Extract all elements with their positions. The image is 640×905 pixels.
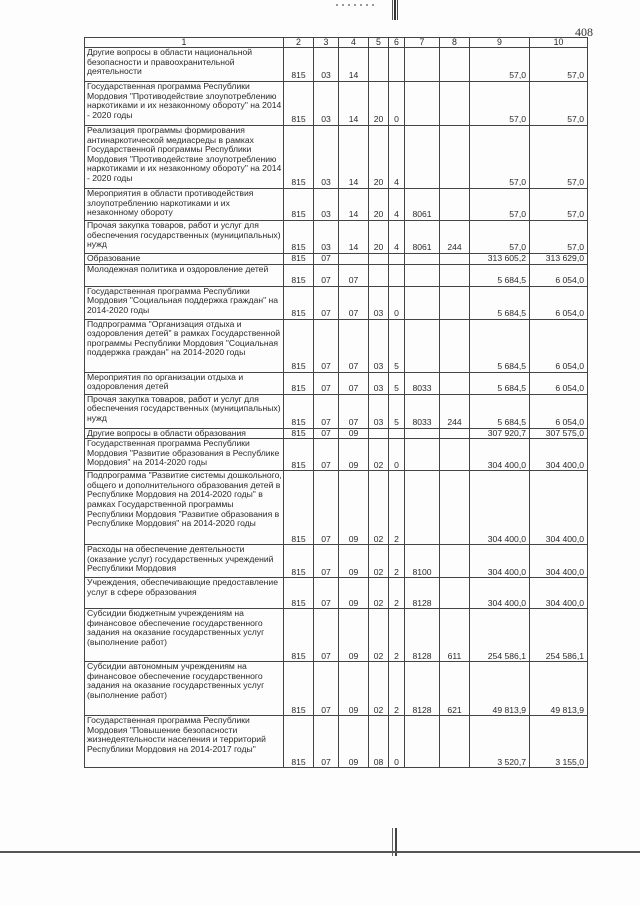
target-code bbox=[405, 264, 440, 286]
amount-year-2: 57,0 bbox=[530, 189, 588, 221]
col-header-3: 3 bbox=[314, 38, 339, 48]
section-code: 07 bbox=[314, 609, 339, 662]
scan-artifact-line bbox=[0, 851, 640, 853]
expense-type-code bbox=[440, 545, 470, 578]
program-code bbox=[369, 48, 389, 82]
subsection-code: 09 bbox=[339, 716, 369, 768]
amount-year-1: 5 684,5 bbox=[470, 372, 530, 394]
table-row bbox=[85, 439, 588, 471]
row-name: Учреждения, обеспечивающие предоставление услуг в сфере образования bbox=[85, 578, 284, 609]
table-row bbox=[85, 394, 588, 428]
expense-type-code bbox=[440, 716, 470, 768]
row-name: Реализация программы формирования антинаркотической медиасреды в рамках Государственной программы Республики Мордовия "Противодействие злоупотреблению наркотиками и их незаконному обороту" на 2014 - 2020 годы bbox=[85, 126, 284, 189]
subprogram-code bbox=[389, 48, 405, 82]
amount-year-2: 6 054,0 bbox=[530, 286, 588, 319]
section-code: 07 bbox=[314, 264, 339, 286]
col-header-9: 9 bbox=[470, 38, 530, 48]
ved-code: 815 bbox=[284, 394, 314, 428]
target-code bbox=[405, 254, 440, 265]
program-code: 03 bbox=[369, 286, 389, 319]
target-code: 8128 bbox=[405, 578, 440, 609]
col-header-5: 5 bbox=[369, 38, 389, 48]
subprogram-code bbox=[389, 428, 405, 439]
section-code: 03 bbox=[314, 126, 339, 189]
program-code: 20 bbox=[369, 221, 389, 254]
program-code: 03 bbox=[369, 319, 389, 372]
amount-year-2: 49 813,9 bbox=[530, 662, 588, 716]
ved-code: 815 bbox=[284, 545, 314, 578]
subprogram-code bbox=[389, 264, 405, 286]
amount-year-1: 57,0 bbox=[470, 82, 530, 126]
program-code: 03 bbox=[369, 372, 389, 394]
table-row bbox=[85, 428, 588, 439]
amount-year-1: 57,0 bbox=[470, 189, 530, 221]
subprogram-code: 0 bbox=[389, 439, 405, 471]
subsection-code: 09 bbox=[339, 471, 369, 545]
subsection-code: 09 bbox=[339, 428, 369, 439]
row-name: Образование bbox=[85, 254, 284, 265]
ved-code: 815 bbox=[284, 286, 314, 319]
amount-year-1: 304 400,0 bbox=[470, 439, 530, 471]
amount-year-1: 3 520,7 bbox=[470, 716, 530, 768]
amount-year-1: 57,0 bbox=[470, 48, 530, 82]
subprogram-code: 0 bbox=[389, 82, 405, 126]
row-name: Государственная программа Республики Мордовия "Повышение безопасности жизнедеятельности населения и территорий Республики Мордовия на 2014-2017 годы" bbox=[85, 716, 284, 768]
subprogram-code bbox=[389, 254, 405, 265]
col-header-7: 7 bbox=[405, 38, 440, 48]
target-code: 8128 bbox=[405, 609, 440, 662]
col-header-1: 1 bbox=[85, 38, 284, 48]
ved-code: 815 bbox=[284, 428, 314, 439]
target-code bbox=[405, 439, 440, 471]
table-row bbox=[85, 716, 588, 768]
amount-year-1: 304 400,0 bbox=[470, 578, 530, 609]
amount-year-1: 57,0 bbox=[470, 221, 530, 254]
table-row bbox=[85, 264, 588, 286]
amount-year-2: 304 400,0 bbox=[530, 439, 588, 471]
subprogram-code: 2 bbox=[389, 662, 405, 716]
section-code: 07 bbox=[314, 286, 339, 319]
expense-type-code bbox=[440, 428, 470, 439]
header-row bbox=[85, 38, 588, 48]
row-name: Другие вопросы в области образования bbox=[85, 428, 284, 439]
row-name: Молодежная политика и оздоровление детей bbox=[85, 264, 284, 286]
expense-type-code bbox=[440, 264, 470, 286]
amount-year-1: 5 684,5 bbox=[470, 264, 530, 286]
subsection-code: 09 bbox=[339, 545, 369, 578]
program-code: 02 bbox=[369, 578, 389, 609]
program-code: 03 bbox=[369, 394, 389, 428]
expense-type-code bbox=[440, 578, 470, 609]
amount-year-2: 57,0 bbox=[530, 221, 588, 254]
subsection-code: 09 bbox=[339, 578, 369, 609]
subsection-code: 14 bbox=[339, 48, 369, 82]
table-row bbox=[85, 126, 588, 189]
expense-type-code: 611 bbox=[440, 609, 470, 662]
table-row bbox=[85, 545, 588, 578]
target-code: 8033 bbox=[405, 372, 440, 394]
program-code: 20 bbox=[369, 126, 389, 189]
subsection-code: 07 bbox=[339, 286, 369, 319]
program-code: 20 bbox=[369, 82, 389, 126]
ved-code: 815 bbox=[284, 221, 314, 254]
ved-code: 815 bbox=[284, 372, 314, 394]
subsection-code: 07 bbox=[339, 394, 369, 428]
target-code: 8100 bbox=[405, 545, 440, 578]
section-code: 07 bbox=[314, 471, 339, 545]
expense-type-code bbox=[440, 439, 470, 471]
row-name: Мероприятия по организации отдыха и оздоровления детей bbox=[85, 372, 284, 394]
amount-year-1: 304 400,0 bbox=[470, 545, 530, 578]
amount-year-1: 254 586,1 bbox=[470, 609, 530, 662]
subsection-code: 09 bbox=[339, 609, 369, 662]
ved-code: 815 bbox=[284, 48, 314, 82]
program-code: 02 bbox=[369, 662, 389, 716]
section-code: 03 bbox=[314, 189, 339, 221]
ved-code: 815 bbox=[284, 189, 314, 221]
subsection-code: 09 bbox=[339, 439, 369, 471]
ved-code: 815 bbox=[284, 609, 314, 662]
ved-code: 815 bbox=[284, 578, 314, 609]
subprogram-code: 0 bbox=[389, 286, 405, 319]
subsection-code: 14 bbox=[339, 189, 369, 221]
amount-year-2: 57,0 bbox=[530, 126, 588, 189]
target-code: 8128 bbox=[405, 662, 440, 716]
program-code: 02 bbox=[369, 471, 389, 545]
target-code bbox=[405, 428, 440, 439]
amount-year-1: 313 605,2 bbox=[470, 254, 530, 265]
program-code: 20 bbox=[369, 189, 389, 221]
scan-artifact-dots bbox=[336, 4, 376, 6]
col-header-10: 10 bbox=[530, 38, 588, 48]
row-name: Прочая закупка товаров, работ и услуг для обеспечения государственных (муниципальных) нужд bbox=[85, 221, 284, 254]
expense-type-code bbox=[440, 48, 470, 82]
ved-code: 815 bbox=[284, 264, 314, 286]
subprogram-code: 5 bbox=[389, 372, 405, 394]
expense-type-code bbox=[440, 189, 470, 221]
ved-code: 815 bbox=[284, 662, 314, 716]
row-name: Государственная программа Республики Мордовия "Противодействие злоупотреблению наркотиками и их незаконному обороту" на 2014 - 2020 годы bbox=[85, 82, 284, 126]
target-code bbox=[405, 471, 440, 545]
table-row bbox=[85, 578, 588, 609]
expense-type-code bbox=[440, 286, 470, 319]
row-name: Государственная программа Республики Мордовия "Социальная поддержка граждан" на 2014-2020 годы bbox=[85, 286, 284, 319]
target-code bbox=[405, 716, 440, 768]
amount-year-2: 304 400,0 bbox=[530, 545, 588, 578]
subprogram-code: 2 bbox=[389, 609, 405, 662]
table-row bbox=[85, 189, 588, 221]
subprogram-code: 2 bbox=[389, 471, 405, 545]
amount-year-2: 3 155,0 bbox=[530, 716, 588, 768]
ved-code: 815 bbox=[284, 471, 314, 545]
table-row bbox=[85, 48, 588, 82]
target-code: 8061 bbox=[405, 221, 440, 254]
amount-year-2: 6 054,0 bbox=[530, 372, 588, 394]
row-name: Расходы на обеспечение деятельности (оказание услуг) государственных учреждений Республики Мордовия bbox=[85, 545, 284, 578]
subprogram-code: 5 bbox=[389, 394, 405, 428]
subsection-code: 14 bbox=[339, 221, 369, 254]
amount-year-2: 304 400,0 bbox=[530, 471, 588, 545]
expense-type-code bbox=[440, 82, 470, 126]
row-name: Подпрограмма "Развитие системы дошкольного, общего и дополнительного образования детей в Республике Мордовия на 2014-2020 годы" в рамках Государственной программы Республики Мордовия "Развитие образования в Республике Мордовия" на 2014-2020 годы bbox=[85, 471, 284, 545]
amount-year-1: 57,0 bbox=[470, 126, 530, 189]
row-name: Прочая закупка товаров, работ и услуг для обеспечения государственных (муниципальных) нужд bbox=[85, 394, 284, 428]
col-header-8: 8 bbox=[440, 38, 470, 48]
row-name: Субсидии автономным учреждениям на финансовое обеспечение государственного задания на оказание государственных услуг (выполнение работ) bbox=[85, 662, 284, 716]
subprogram-code: 5 bbox=[389, 319, 405, 372]
amount-year-2: 57,0 bbox=[530, 48, 588, 82]
section-code: 07 bbox=[314, 545, 339, 578]
amount-year-2: 6 054,0 bbox=[530, 319, 588, 372]
amount-year-2: 6 054,0 bbox=[530, 264, 588, 286]
target-code bbox=[405, 286, 440, 319]
expense-type-code bbox=[440, 254, 470, 265]
program-code: 02 bbox=[369, 609, 389, 662]
target-code bbox=[405, 48, 440, 82]
expense-type-code: 244 bbox=[440, 221, 470, 254]
subsection-code bbox=[339, 254, 369, 265]
target-code bbox=[405, 126, 440, 189]
target-code bbox=[405, 319, 440, 372]
expense-type-code: 244 bbox=[440, 394, 470, 428]
expense-type-code bbox=[440, 372, 470, 394]
ved-code: 815 bbox=[284, 254, 314, 265]
subsection-code: 14 bbox=[339, 82, 369, 126]
table-row bbox=[85, 609, 588, 662]
table-row bbox=[85, 471, 588, 545]
col-header-4: 4 bbox=[339, 38, 369, 48]
subprogram-code: 0 bbox=[389, 716, 405, 768]
expense-type-code bbox=[440, 319, 470, 372]
table-row bbox=[85, 221, 588, 254]
subsection-code: 09 bbox=[339, 662, 369, 716]
section-code: 07 bbox=[314, 394, 339, 428]
subprogram-code: 2 bbox=[389, 578, 405, 609]
budget-table-body bbox=[85, 48, 588, 768]
ved-code: 815 bbox=[284, 716, 314, 768]
amount-year-1: 5 684,5 bbox=[470, 319, 530, 372]
expense-type-code bbox=[440, 126, 470, 189]
program-code bbox=[369, 264, 389, 286]
section-code: 03 bbox=[314, 221, 339, 254]
target-code: 8033 bbox=[405, 394, 440, 428]
ved-code: 815 bbox=[284, 439, 314, 471]
table-row bbox=[85, 372, 588, 394]
target-code: 8061 bbox=[405, 189, 440, 221]
subprogram-code: 4 bbox=[389, 221, 405, 254]
expense-type-code bbox=[440, 471, 470, 545]
program-code bbox=[369, 428, 389, 439]
row-name: Государственная программа Республики Мордовия "Развитие образования в Республике Мордовия" на 2014-2020 годы bbox=[85, 439, 284, 471]
subsection-code: 07 bbox=[339, 264, 369, 286]
budget-table bbox=[84, 37, 588, 768]
row-name: Субсидии бюджетным учреждениям на финансовое обеспечение государственного задания на оказание государственных услуг (выполнение работ) bbox=[85, 609, 284, 662]
page-number: 408 bbox=[575, 25, 593, 39]
amount-year-2: 254 586,1 bbox=[530, 609, 588, 662]
row-name: Другие вопросы в области национальной безопасности и правоохранительной деятельности bbox=[85, 48, 284, 82]
ved-code: 815 bbox=[284, 82, 314, 126]
amount-year-1: 307 920,7 bbox=[470, 428, 530, 439]
program-code bbox=[369, 254, 389, 265]
amount-year-2: 304 400,0 bbox=[530, 578, 588, 609]
amount-year-1: 5 684,5 bbox=[470, 286, 530, 319]
section-code: 07 bbox=[314, 254, 339, 265]
amount-year-1: 304 400,0 bbox=[470, 471, 530, 545]
section-code: 07 bbox=[314, 372, 339, 394]
table-row bbox=[85, 254, 588, 265]
program-code: 02 bbox=[369, 439, 389, 471]
amount-year-1: 49 813,9 bbox=[470, 662, 530, 716]
subprogram-code: 2 bbox=[389, 545, 405, 578]
subprogram-code: 4 bbox=[389, 189, 405, 221]
amount-year-2: 307 575,0 bbox=[530, 428, 588, 439]
col-header-6: 6 bbox=[389, 38, 405, 48]
scan-artifact-top bbox=[392, 0, 398, 20]
row-name: Мероприятия в области противодействия злоупотреблению наркотиками и их незаконному обороту bbox=[85, 189, 284, 221]
subsection-code: 07 bbox=[339, 372, 369, 394]
section-code: 03 bbox=[314, 48, 339, 82]
program-code: 08 bbox=[369, 716, 389, 768]
amount-year-2: 57,0 bbox=[530, 82, 588, 126]
row-name: Подпрограмма "Организация отдыха и оздоровления детей" в рамках Государственной программы Республики Мордовия "Социальная поддержка граждан" на 2014-2020 годы bbox=[85, 319, 284, 372]
table-row bbox=[85, 319, 588, 372]
table-row bbox=[85, 662, 588, 716]
section-code: 07 bbox=[314, 439, 339, 471]
subsection-code: 14 bbox=[339, 126, 369, 189]
section-code: 07 bbox=[314, 428, 339, 439]
amount-year-2: 313 629,0 bbox=[530, 254, 588, 265]
target-code bbox=[405, 82, 440, 126]
program-code: 02 bbox=[369, 545, 389, 578]
ved-code: 815 bbox=[284, 319, 314, 372]
section-code: 07 bbox=[314, 578, 339, 609]
col-header-2: 2 bbox=[284, 38, 314, 48]
amount-year-2: 6 054,0 bbox=[530, 394, 588, 428]
section-code: 07 bbox=[314, 716, 339, 768]
section-code: 07 bbox=[314, 319, 339, 372]
section-code: 07 bbox=[314, 662, 339, 716]
section-code: 03 bbox=[314, 82, 339, 126]
table-row bbox=[85, 286, 588, 319]
table-row bbox=[85, 82, 588, 126]
ved-code: 815 bbox=[284, 126, 314, 189]
subsection-code: 07 bbox=[339, 319, 369, 372]
amount-year-1: 5 684,5 bbox=[470, 394, 530, 428]
expense-type-code: 621 bbox=[440, 662, 470, 716]
subprogram-code: 4 bbox=[389, 126, 405, 189]
